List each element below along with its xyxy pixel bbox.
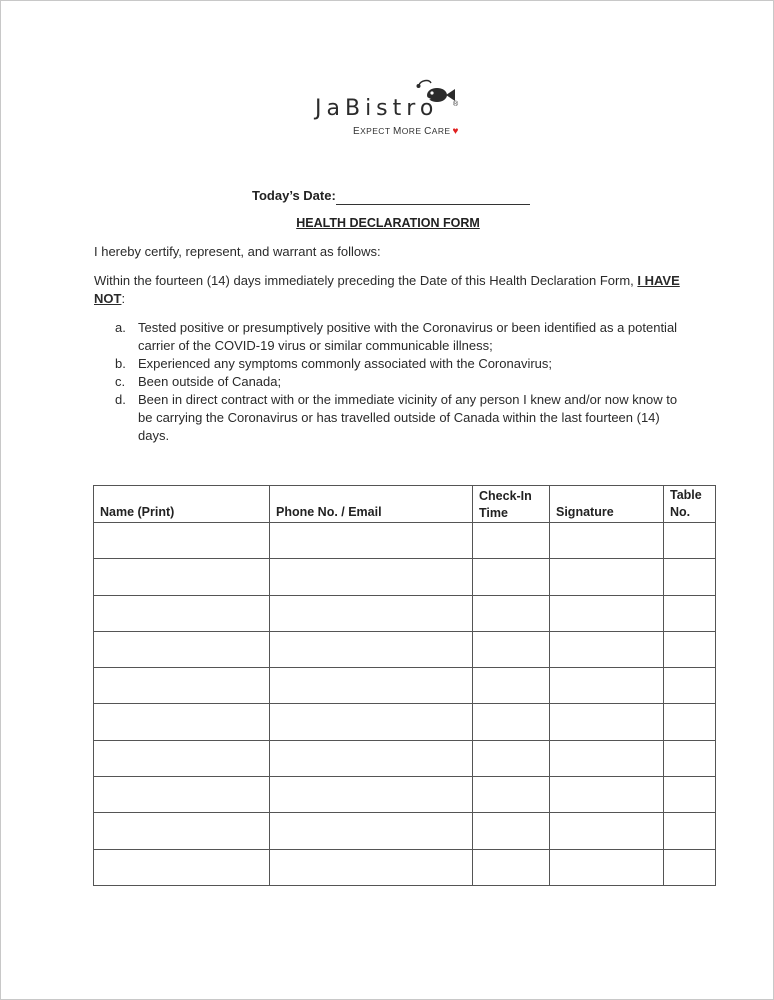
table-row [94, 631, 716, 667]
preceding-suffix: : [121, 291, 126, 306]
header-signature: Signature [550, 486, 664, 523]
cell-signature[interactable] [550, 813, 664, 849]
cell-signature[interactable] [550, 849, 664, 885]
header-phone-email: Phone No. / Email [270, 486, 473, 523]
declaration-list [115, 319, 685, 445]
table-row [94, 849, 716, 885]
header-check-in-line1: Check-In [479, 489, 532, 503]
list-item-text: Been outside of Canada; [138, 374, 282, 389]
table-row [94, 668, 716, 704]
cell-name[interactable] [94, 704, 270, 740]
cell-check-in-time[interactable] [473, 595, 550, 631]
list-item-letter: b. [115, 356, 126, 371]
cell-table-no[interactable] [664, 740, 716, 776]
logo-tagline [353, 126, 459, 137]
cell-table-no[interactable] [664, 559, 716, 595]
cell-name[interactable] [94, 740, 270, 776]
cell-signature[interactable] [550, 631, 664, 667]
cell-name[interactable] [94, 777, 270, 813]
list-item-text: Tested positive or presumptively positive with the Coronavirus or been identified as a potential carrier of the COVID-19 virus or similar communicable illness; [138, 320, 678, 353]
cell-phone-email[interactable] [270, 559, 473, 595]
cell-check-in-time[interactable] [473, 777, 550, 813]
cell-phone-email[interactable] [270, 523, 473, 559]
list-item-letter: a. [115, 320, 126, 335]
table-row [94, 813, 716, 849]
cell-signature[interactable] [550, 777, 664, 813]
list-item-letter: c. [115, 374, 126, 389]
cell-table-no[interactable] [664, 704, 716, 740]
cell-table-no[interactable] [664, 595, 716, 631]
cell-phone-email[interactable] [270, 668, 473, 704]
cell-table-no[interactable] [664, 523, 716, 559]
cell-signature[interactable] [550, 704, 664, 740]
table-row [94, 595, 716, 631]
intro-paragraph: I hereby certify, represent, and warrant as follows: [94, 244, 381, 259]
header-table-line1: Table [670, 488, 702, 502]
list-item [115, 373, 685, 391]
cell-check-in-time[interactable] [473, 849, 550, 885]
header-check-in-time [473, 486, 550, 523]
cell-name[interactable] [94, 849, 270, 885]
header-name: Name (Print) [94, 486, 270, 523]
cell-phone-email[interactable] [270, 777, 473, 813]
preceding-paragraph [94, 272, 684, 308]
cell-table-no[interactable] [664, 631, 716, 667]
header-table-line2: No. [670, 505, 691, 519]
list-item [115, 391, 685, 445]
table-row [94, 559, 716, 595]
jabistro-logo [301, 79, 471, 141]
cell-signature[interactable] [550, 523, 664, 559]
cell-check-in-time[interactable] [473, 559, 550, 595]
list-item [115, 355, 685, 373]
cell-phone-email[interactable] [270, 595, 473, 631]
table-row [94, 777, 716, 813]
cell-name[interactable] [94, 668, 270, 704]
registered-mark: ® [453, 101, 459, 108]
cell-name[interactable] [94, 559, 270, 595]
todays-date-field [252, 187, 530, 205]
cell-signature[interactable] [550, 559, 664, 595]
cell-check-in-time[interactable] [473, 523, 550, 559]
cell-signature[interactable] [550, 595, 664, 631]
cell-signature[interactable] [550, 740, 664, 776]
cell-name[interactable] [94, 595, 270, 631]
cell-phone-email[interactable] [270, 631, 473, 667]
cell-check-in-time[interactable] [473, 813, 550, 849]
header-table-no [664, 486, 716, 523]
cell-table-no[interactable] [664, 777, 716, 813]
sign-in-table [93, 485, 716, 886]
cell-table-no[interactable] [664, 813, 716, 849]
cell-table-no[interactable] [664, 668, 716, 704]
cell-check-in-time[interactable] [473, 740, 550, 776]
table-row [94, 704, 716, 740]
cell-phone-email[interactable] [270, 704, 473, 740]
cell-check-in-time[interactable] [473, 668, 550, 704]
cell-phone-email[interactable] [270, 740, 473, 776]
form-title-text: HEALTH DECLARATION FORM [296, 216, 480, 230]
table-row [94, 523, 716, 559]
cell-name[interactable] [94, 631, 270, 667]
logo-wordmark: JaBistro [315, 96, 439, 121]
form-title [1, 216, 774, 230]
cell-check-in-time[interactable] [473, 704, 550, 740]
cell-name[interactable] [94, 813, 270, 849]
table-row [94, 740, 716, 776]
list-item [115, 319, 685, 355]
cell-check-in-time[interactable] [473, 631, 550, 667]
header-check-in-line2: Time [479, 506, 508, 520]
i-have-not-emphasis: I HAVE NOT [94, 273, 680, 306]
cell-name[interactable] [94, 523, 270, 559]
date-blank-line[interactable] [336, 190, 530, 205]
cell-signature[interactable] [550, 668, 664, 704]
heart-icon: ♥ [452, 126, 459, 137]
cell-table-no[interactable] [664, 849, 716, 885]
preceding-text: Within the fourteen (14) days immediately preceding the Date of this Health Declaration Form, [94, 273, 634, 288]
list-item-text: Experienced any symptoms commonly associated with the Coronavirus; [138, 356, 553, 371]
list-item-letter: d. [115, 392, 126, 407]
cell-phone-email[interactable] [270, 813, 473, 849]
table-body [94, 523, 716, 886]
tagline-text: EXPECT MORE CARE [353, 126, 451, 137]
table-header-row [94, 486, 716, 523]
cell-phone-email[interactable] [270, 849, 473, 885]
date-label: Today’s Date: [252, 188, 336, 203]
list-item-text: Been in direct contract with or the immediate vicinity of any person I knew and/or now know to be carrying the Coronavirus or has travelled outside of Canada within the last fourteen (14) days. [138, 392, 678, 443]
